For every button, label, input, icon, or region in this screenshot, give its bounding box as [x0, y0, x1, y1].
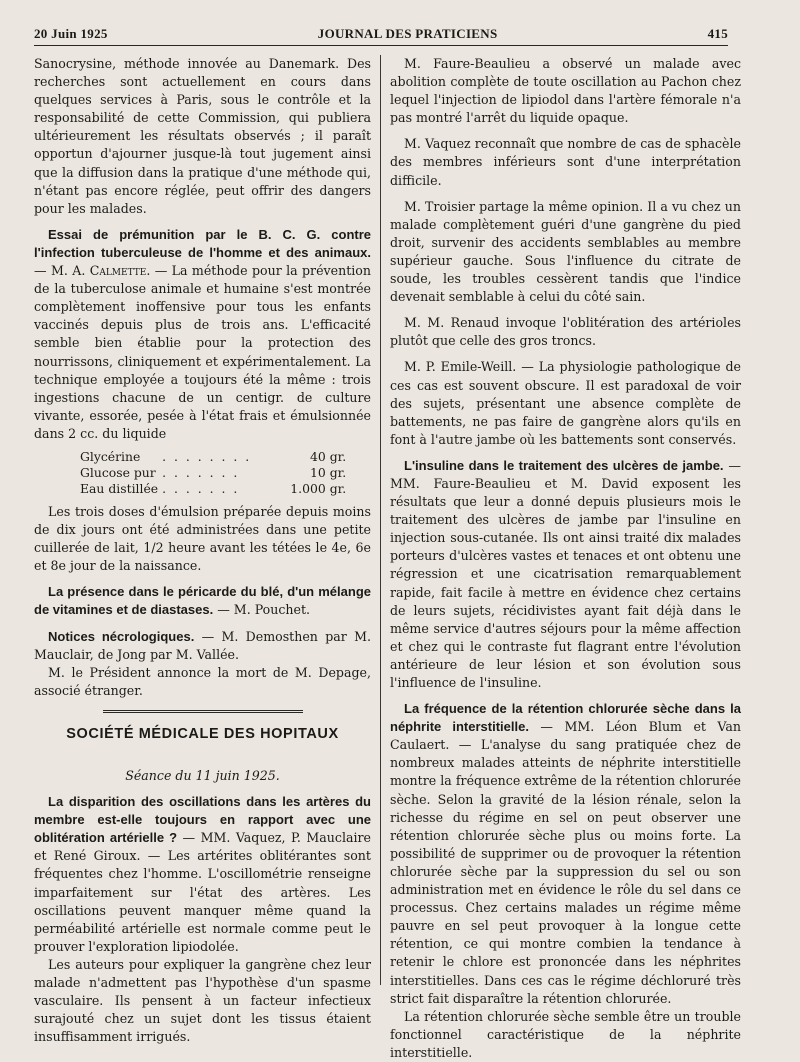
oscillations-text: — Les artérites oblitérantes sont fréquentes chez l'homme. L'oscillométrie renseigne imparfaitement sur l'état des artères. Les oscillations peuvent manquer même quand la perméabilité artérielle est normale comme peut le prouver l'exploration lipiodolée.	[34, 848, 371, 954]
header-rule	[34, 45, 728, 46]
notices-heading: Notices nécrologiques.	[48, 628, 195, 644]
sanocrysine-paragraph: Sanocrysine, méthode innovée au Danemark. Des recherches sont actuellement en cours dans quelques services à Paris, sous le contrôle et la responsabilité de cette Commission, qui publiera ultérieurement les résultats observés ; il paraît opportun d'ajourner jusque-là tout jugement ainsi que la diffusion dans la pratique d'une méthode qui, n'étant pas encore réglée, peut offrir des dangers pour les malades.	[34, 56, 371, 216]
oscillations-paragraph	[34, 793, 371, 956]
retention-heading: La fréquence de la rétention chlorurée sèche dans la néphrite interstitielle.	[390, 701, 741, 735]
page-header	[34, 26, 728, 46]
bcg-author: M. A. Calmette	[50, 263, 147, 279]
column-divider	[380, 55, 381, 985]
troisier-paragraph: M. Troisier partage la même opinion. Il a vu chez un malade complètement guéri d'une gangrène du pied droit, survenir des accidents semblables au membre supérieur gauche. Sous l'influence du citrate de soude, les troubles cessèrent tandis que l'indice devenait semblable à celui du côté sain.	[390, 198, 741, 305]
retention-authors: — MM. Léon Blum et Van Caulaert.	[390, 719, 741, 753]
weill-paragraph: M. P. Emile-Weill. — La physiologie pathologique de ces cas est souvent obscure. Il est paradoxal de voir des sujets, présentant une absence complète de battements, ne pas faire de gangrène alors qu'ils en font à l'autre jambe où les battements sont conservés.	[390, 359, 741, 447]
president-paragraph: M. le Président annonce la mort de M. Depage, associé étranger.	[34, 664, 371, 698]
composition-row	[80, 449, 350, 465]
society-title: SOCIÉTÉ MÉDICALE DES HOPITAUX	[66, 725, 339, 742]
insuline-text: — MM. Faure-Beaulieu et M. David exposent les résultats que leur a donné depuis plusieurs mois le traitement des ulcères de jambe par l'insuline en injection sous-cutanée. Ils ont ainsi traité dix malades porteurs d'ulcères vastes et tenaces et ont obtenu une régression et une cicatrisation remarquablement rapide, fait facile à mettre en évidence chez certains de leurs sujets, récidivistes ayant fait déjà dans le même service d'autres séjours pour la même affection et chez qui le contraste fut flagrant entre l'évolution antérieure de leur lésion et son évolution sous l'influence de l'insuline.	[390, 457, 741, 690]
notices-paragraph	[34, 628, 371, 664]
doses-paragraph: Les trois doses d'émulsion préparée depuis moins de dix jours ont été administrées dans une petite cuillerée de lait, 1/2 heure avant les tétées le 4e, 6e et 8e jour de la naissance.	[34, 503, 371, 574]
faure-paragraph: M. Faure-Beaulieu a observé un malade avec abolition complète de toute oscillation au Pachon chez lequel l'injection de lipiodol dans l'artère fémorale n'a pas montré l'arrêt du liquide opaque.	[390, 56, 741, 126]
insuline-paragraph	[390, 457, 741, 692]
ingredient-qty: 40 gr.	[310, 448, 347, 464]
leader-dots: . . . . . . .	[162, 464, 240, 480]
pericarde-heading: La présence dans le péricarde du blé, d'un mélange de vitamines et de diastases.	[34, 584, 371, 618]
final-paragraph: La rétention chlorurée sèche semble être un trouble fonctionnel caractéristique de la néphrite interstitielle.	[390, 1008, 741, 1060]
ingredient-qty: 10 gr.	[310, 464, 347, 480]
bcg-heading: Essai de prémunition par le B. C. G. contre l'infection tuberculeuse de l'homme et des animaux.	[34, 226, 371, 260]
vaquez-paragraph: M. Vaquez reconnaît que nombre de cas de sphacèle des membres inférieurs sont d'une interprétation difficile.	[390, 136, 741, 188]
left-column	[34, 55, 371, 1046]
oscillations-authors: — MM. Vaquez, P. Mauclaire et René Giroux.	[34, 830, 371, 864]
issue-date: 20 Juin 1925	[34, 26, 108, 41]
pericarde-author: — M. Pouchet.	[213, 602, 311, 618]
insuline-heading: L'insuline dans le traitement des ulcères de jambe.	[404, 457, 724, 473]
society-rule	[103, 710, 303, 713]
retention-paragraph	[390, 700, 741, 1008]
ingredient-name: Glucose pur	[80, 464, 156, 480]
bcg-paragraph	[34, 226, 371, 443]
notices-text: — M. Demosthen par M. Mauclair, de Jong par M. Vallée.	[34, 628, 371, 662]
right-column	[390, 55, 741, 1062]
page-number: 415	[707, 26, 728, 41]
bcg-dash: —	[34, 263, 51, 279]
leader-dots: . . . . . . .	[162, 480, 240, 496]
retention-text: — L'analyse du sang pratiquée chez de nombreux malades atteints de néphrite interstitielle montre la fréquence extrême de la rétention chlorurée sèche. Selon la gravité de la lésion rénale, selon la richesse du régime en sel on peut observer une rétention chlorurée sèche plus ou moins forte. La possibilité de supprimer ou de provoquer la rétention chlorurée sèche par la suppression du sel ou son administration met en évidence le rôle du sel dans ce processus. Chez certains malades un régime même pauvre en sel peut provoquer à la longue cette rétention, ce qui montre combien la tendance à retenir le chlore est prononcée dans les néphrites interstitielles. Dans ces cas le régime déchloruré très strict fait disparaître la rétention chlorurée.	[390, 737, 741, 1006]
composition-row	[80, 481, 350, 497]
journal-title: JOURNAL DES PRATICIENS	[317, 26, 498, 41]
ingredient-qty: 1.000 gr.	[290, 480, 347, 496]
ingredient-name: Eau distillée	[80, 480, 159, 496]
pericarde-paragraph	[34, 583, 371, 619]
composition-table	[80, 449, 350, 497]
session-date: Séance du 11 juin 1925.	[125, 768, 280, 783]
bcg-text: . — La méthode pour la prévention de la tuberculose animale et humaine s'est montrée complètement inoffensive pour tous les enfants vaccinés depuis plus de trois ans. L'efficacité semble bien établie pour la protection des nourrissons, cliniquement et expérimentalement. La technique employée a toujours été la même : trois ingestions chacune de un centigr. de culture vivante, essorée, pesée à l'état frais et émulsionnée dans 2 cc. du liquide	[34, 263, 371, 441]
oscillations-heading: La disparition des oscillations dans les artères du membre est-elle toujours en rapport avec une oblitération artérielle ?	[34, 794, 371, 846]
leader-dots: . . . . . . . .	[162, 448, 252, 464]
gangrene-paragraph: Les auteurs pour expliquer la gangrène chez leur malade n'admettent pas l'hypothèse d'un spasme vasculaire. Ils pensent à un facteur infectieux surajouté chez un sujet dont les tissus étaient insuffisamment irrigués.	[34, 956, 371, 1045]
renaud-paragraph: M. M. Renaud invoque l'oblitération des artérioles plutôt que celle des gros troncs.	[390, 315, 741, 349]
composition-row	[80, 465, 350, 481]
ingredient-name: Glycérine	[80, 448, 141, 464]
